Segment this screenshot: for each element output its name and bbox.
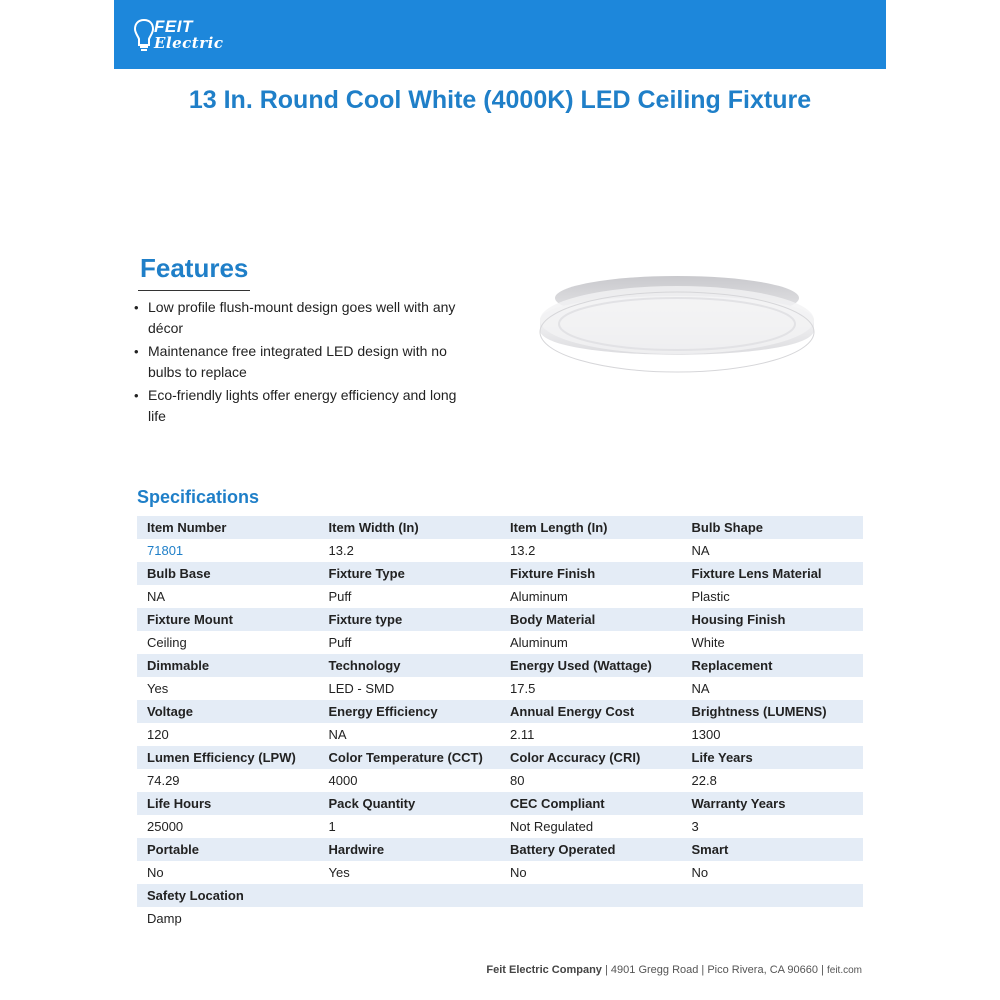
spec-label: Voltage	[147, 704, 193, 719]
spec-value: 25000	[147, 819, 184, 834]
spec-value-row	[137, 631, 863, 654]
spec-value: Yes	[328, 865, 350, 880]
spec-label: Warranty Years	[691, 796, 786, 811]
spec-value: 1300	[691, 727, 721, 742]
spec-value: White	[691, 635, 725, 650]
item-number-link[interactable]: 71801	[147, 543, 184, 558]
spec-value: Puff	[328, 589, 352, 604]
spec-label-row	[137, 516, 863, 539]
spec-label: Technology	[328, 658, 401, 673]
features-heading: Features	[140, 253, 249, 283]
spec-value: 13.2	[328, 543, 354, 558]
spec-value: 1	[328, 819, 336, 834]
feature-item: • Eco-friendly lights offer energy efficiency and long life	[134, 385, 474, 427]
logo-line-1: FEIT	[154, 17, 193, 36]
spec-value-row	[137, 769, 863, 792]
spec-value: 74.29	[147, 773, 180, 788]
spec-value: 4000	[328, 773, 358, 788]
spec-label: Fixture type	[328, 612, 403, 627]
spec-label: Safety Location	[147, 888, 244, 903]
spec-label-row	[137, 792, 863, 815]
spec-label: Bulb Base	[147, 566, 211, 581]
spec-label: Annual Energy Cost	[510, 704, 635, 719]
spec-value-row	[137, 585, 863, 608]
lightbulb-icon	[134, 18, 154, 52]
spec-label: Life Hours	[147, 796, 212, 811]
footer-address: | 4901 Gregg Road | Pico Rivera, CA 90660 |	[605, 964, 824, 976]
features-list	[134, 297, 474, 429]
spec-value: No	[691, 865, 709, 880]
spec-value: Aluminum	[510, 635, 568, 650]
footer-company: Feit Electric Company	[486, 964, 602, 976]
ceiling-fixture-image	[532, 268, 822, 386]
spec-value: 17.5	[510, 681, 536, 696]
spec-value: NA	[691, 543, 710, 558]
spec-label: Life Years	[691, 750, 753, 765]
spec-label-row	[137, 700, 863, 723]
specifications-heading: Specifications	[137, 487, 260, 507]
spec-label: Energy Efficiency	[328, 704, 438, 719]
spec-value: NA	[147, 589, 166, 604]
spec-label: Fixture Type	[328, 566, 405, 581]
spec-label-row	[137, 654, 863, 677]
spec-label: Dimmable	[147, 658, 210, 673]
page-title: 13 In. Round Cool White (4000K) LED Ceiling Fixture	[188, 86, 812, 114]
spec-label-row	[137, 838, 863, 861]
spec-label: Bulb Shape	[691, 520, 764, 535]
spec-value-row	[137, 677, 863, 700]
spec-value-row	[137, 815, 863, 838]
spec-value: 80	[510, 773, 525, 788]
feature-item: • Maintenance free integrated LED design with no bulbs to replace	[134, 341, 474, 383]
spec-label: Smart	[691, 842, 729, 857]
spec-value: No	[147, 865, 164, 880]
footer	[486, 964, 862, 976]
spec-label: Portable	[147, 842, 200, 857]
spec-value-row	[137, 539, 863, 562]
features-divider	[138, 290, 250, 291]
spec-label-row	[137, 608, 863, 631]
spec-value-row	[137, 861, 863, 884]
spec-value-row	[137, 907, 863, 930]
spec-value: Ceiling	[147, 635, 187, 650]
spec-label: Item Number	[147, 520, 227, 535]
spec-label: Body Material	[510, 612, 596, 627]
logo-line-2: Electric	[154, 34, 224, 52]
footer-website-link[interactable]: feit.com	[826, 965, 862, 976]
header-bar	[114, 0, 886, 69]
spec-value: Not Regulated	[510, 819, 594, 834]
spec-label: Battery Operated	[510, 842, 616, 857]
spec-value: 22.8	[691, 773, 717, 788]
spec-value: No	[510, 865, 527, 880]
spec-value: NA	[328, 727, 347, 742]
spec-value: Yes	[147, 681, 169, 696]
spec-label-row	[137, 884, 863, 907]
spec-value: 2.11	[510, 727, 535, 742]
specifications-table	[137, 516, 863, 930]
spec-label: CEC Compliant	[510, 796, 605, 811]
spec-label: Pack Quantity	[328, 796, 416, 811]
spec-value: 120	[147, 727, 169, 742]
spec-label: Lumen Efficiency (LPW)	[147, 750, 296, 765]
spec-label: Fixture Lens Material	[691, 566, 822, 581]
spec-label: Color Accuracy (CRI)	[510, 750, 641, 765]
spec-label: Fixture Mount	[147, 612, 233, 627]
feit-electric-logo	[132, 14, 222, 54]
spec-value: Puff	[328, 635, 352, 650]
spec-value: Aluminum	[510, 589, 568, 604]
spec-value: NA	[691, 681, 710, 696]
spec-label-row	[137, 562, 863, 585]
spec-value: 3	[691, 819, 699, 834]
spec-label: Fixture Finish	[510, 566, 596, 581]
spec-label: Color Temperature (CCT)	[328, 750, 483, 765]
spec-label: Replacement	[691, 658, 773, 673]
spec-value: Damp	[147, 911, 182, 926]
spec-label: Item Length (In)	[510, 520, 608, 535]
spec-value-row	[137, 723, 863, 746]
spec-label: Brightness (LUMENS)	[691, 704, 827, 719]
feature-item: • Low profile flush-mount design goes well with any décor	[134, 297, 474, 339]
spec-value: LED - SMD	[328, 681, 395, 696]
spec-label: Energy Used (Wattage)	[510, 658, 652, 673]
spec-label: Hardwire	[328, 842, 385, 857]
spec-label: Item Width (In)	[328, 520, 419, 535]
spec-value: Plastic	[691, 589, 730, 604]
spec-label-row	[137, 746, 863, 769]
spec-label: Housing Finish	[691, 612, 786, 627]
spec-value: 13.2	[510, 543, 536, 558]
